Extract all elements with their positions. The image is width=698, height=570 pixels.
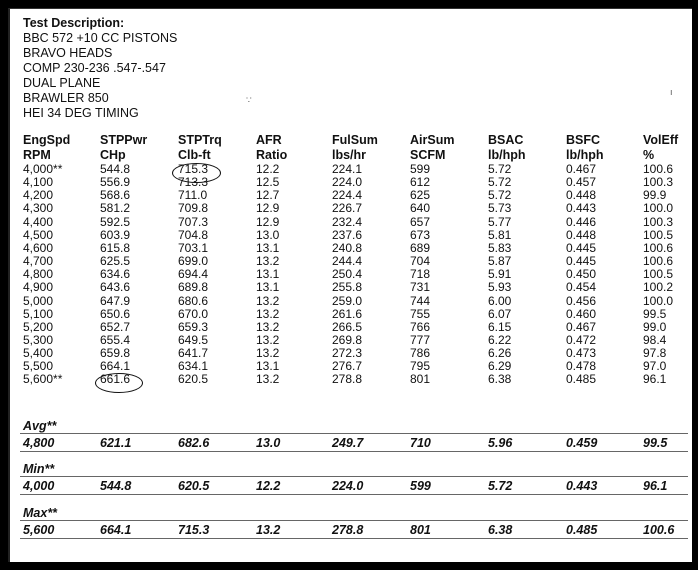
summary-cell: 682.6 [178, 436, 210, 450]
table-cell: 592.5 [100, 214, 131, 229]
table-cell: 0.467 [566, 162, 597, 176]
table-cell: 13.1 [256, 280, 280, 295]
table-cell: 625 [410, 188, 431, 203]
summary-cell: 100.6 [643, 523, 675, 537]
table-cell: 5.83 [488, 240, 512, 255]
summary-cell: 4,000 [23, 479, 55, 493]
summary-cell: 621.1 [100, 436, 132, 450]
table-cell: 661.6 [100, 372, 131, 387]
table-cell: 659.8 [100, 346, 131, 361]
summary-cell: 544.8 [100, 479, 132, 493]
table-cell: 13.2 [256, 306, 280, 321]
table-cell: 581.2 [100, 201, 131, 216]
table-cell: 664.1 [100, 359, 131, 374]
summary-cell: 224.0 [332, 479, 364, 493]
table-cell: 615.8 [100, 240, 131, 255]
column-header-unit: SCFM [410, 148, 446, 162]
column-header-name: AirSum [410, 133, 455, 147]
summary-cell: 4,800 [23, 436, 55, 450]
column-header [256, 133, 287, 163]
table-cell: 0.445 [566, 254, 597, 269]
table-cell: 278.8 [332, 372, 363, 387]
scan-speck: ∵ [246, 95, 252, 105]
table-cell: 544.8 [100, 162, 131, 176]
summary-cell: 620.5 [178, 479, 210, 493]
table-cell: 673 [410, 227, 431, 242]
description-line: HEI 34 DEG TIMING [23, 106, 139, 120]
table-cell: 261.6 [332, 306, 363, 321]
summary-cell: 599 [410, 479, 431, 493]
table-cell: 0.448 [566, 227, 597, 242]
summary-cell: 13.2 [256, 523, 281, 537]
table-cell: 5,400 [23, 346, 54, 361]
table-cell: 643.6 [100, 280, 131, 295]
table-cell: 731 [410, 280, 431, 295]
table-cell: 5,000 [23, 293, 54, 308]
description-line: DUAL PLANE [23, 76, 101, 90]
table-cell: 5,200 [23, 319, 54, 334]
table-cell: 100.6 [643, 240, 674, 255]
table-cell: 100.6 [643, 162, 674, 176]
table-cell: 713.3 [178, 175, 209, 190]
table-cell: 704.8 [178, 227, 209, 242]
table-cell: 5.72 [488, 175, 512, 190]
table-cell: 718 [410, 267, 431, 282]
table-cell: 6.15 [488, 319, 512, 334]
table-cell: 6.07 [488, 306, 512, 321]
column-header-unit: % [643, 148, 655, 162]
rule [20, 494, 688, 495]
table-cell: 795 [410, 359, 431, 374]
table-cell: 4,900 [23, 280, 54, 295]
column-header [643, 133, 678, 163]
table-cell: 0.454 [566, 280, 597, 295]
summary-cell: 710 [410, 436, 431, 450]
table-cell: 4,100 [23, 175, 54, 190]
summary-cell: 6.38 [488, 523, 513, 537]
column-header-unit: Ratio [256, 148, 288, 162]
table-cell: 0.472 [566, 332, 597, 347]
table-cell: 620.5 [178, 372, 209, 387]
column-header-name: EngSpd [23, 133, 71, 147]
table-cell: 556.9 [100, 175, 131, 190]
table-cell: 259.0 [332, 293, 363, 308]
column-header-name: FulSum [332, 133, 378, 147]
table-cell: 6.38 [488, 372, 512, 387]
table-cell: 5.72 [488, 188, 512, 203]
table-cell: 640 [410, 201, 431, 216]
table-cell: 707.3 [178, 214, 209, 229]
table-cell: 5,300 [23, 332, 54, 347]
table-cell: 0.467 [566, 319, 597, 334]
column-header [100, 133, 147, 163]
description-line: BBC 572 +10 CC PISTONS [23, 31, 178, 45]
column-header [410, 133, 454, 163]
summary-cell: 664.1 [100, 523, 132, 537]
table-cell: 5.91 [488, 267, 512, 282]
table-cell: 649.5 [178, 332, 209, 347]
table-cell: 0.460 [566, 306, 597, 321]
column-header [566, 133, 604, 163]
summary-cell: 278.8 [332, 523, 364, 537]
table-cell: 652.7 [100, 319, 131, 334]
table-cell: 4,400 [23, 214, 54, 229]
table-cell: 13.0 [256, 227, 280, 242]
table-cell: 689 [410, 240, 431, 255]
table-cell: 709.8 [178, 201, 209, 216]
table-cell: 744 [410, 293, 431, 308]
summary-cell: 715.3 [178, 523, 210, 537]
table-cell: 603.9 [100, 227, 131, 242]
table-cell: 568.6 [100, 188, 131, 203]
table-cell: 5.81 [488, 227, 512, 242]
table-cell: 599 [410, 162, 431, 176]
column-header-name: AFR [256, 133, 282, 147]
dyno-sheet [8, 8, 692, 562]
table-cell: 655.4 [100, 332, 131, 347]
table-cell: 766 [410, 319, 431, 334]
column-header-unit: CHp [100, 148, 126, 162]
table-cell: 224.0 [332, 175, 363, 190]
table-cell: 98.4 [643, 332, 667, 347]
table-cell: 244.4 [332, 254, 363, 269]
table-cell: 5.73 [488, 201, 512, 216]
table-cell: 641.7 [178, 346, 209, 361]
table-cell: 99.9 [643, 188, 667, 203]
column-header [332, 133, 378, 163]
column-header-unit: Clb-ft [178, 148, 211, 162]
table-cell: 659.3 [178, 319, 209, 334]
summary-cell: 99.5 [643, 436, 668, 450]
table-cell: 13.2 [256, 254, 280, 269]
table-cell: 5.93 [488, 280, 512, 295]
table-cell: 5,500 [23, 359, 54, 374]
summary-label: Max** [23, 506, 58, 520]
summary-cell: 5.72 [488, 479, 513, 493]
table-cell: 4,800 [23, 267, 54, 282]
description-line: COMP 230-236 .547-.547 [23, 61, 166, 75]
column-header-unit: lb/hph [566, 148, 604, 162]
table-cell: 5.87 [488, 254, 512, 269]
column-header-name: STPPwr [100, 133, 148, 147]
table-cell: 5.77 [488, 214, 512, 229]
summary-cell: 13.0 [256, 436, 281, 450]
scan-speck: ı [670, 87, 673, 97]
table-cell: 0.478 [566, 359, 597, 374]
summary-label: Avg** [23, 419, 57, 433]
description-heading: Test Description: [23, 16, 125, 30]
summary-label: Min** [23, 462, 55, 476]
table-cell: 12.9 [256, 201, 280, 216]
column-header [23, 133, 70, 163]
table-cell: 237.6 [332, 227, 363, 242]
rule [20, 451, 688, 452]
table-cell: 680.6 [178, 293, 209, 308]
table-cell: 13.1 [256, 267, 280, 282]
table-cell: 99.0 [643, 319, 667, 334]
table-cell: 0.456 [566, 293, 597, 308]
table-cell: 96.1 [643, 372, 667, 387]
summary-cell: 801 [410, 523, 431, 537]
table-cell: 12.9 [256, 214, 280, 229]
table-cell: 13.1 [256, 359, 280, 374]
table-cell: 276.7 [332, 359, 363, 374]
table-cell: 13.1 [256, 240, 280, 255]
table-cell: 13.2 [256, 346, 280, 361]
table-cell: 4,600 [23, 240, 54, 255]
table-cell: 232.4 [332, 214, 363, 229]
table-cell: 5,600** [23, 372, 63, 387]
table-cell: 4,700 [23, 254, 54, 269]
table-cell: 13.2 [256, 319, 280, 334]
table-cell: 13.2 [256, 332, 280, 347]
table-cell: 100.5 [643, 227, 674, 242]
table-cell: 100.3 [643, 175, 674, 190]
table-cell: 4,300 [23, 201, 54, 216]
table-cell: 704 [410, 254, 431, 269]
table-cell: 99.5 [643, 306, 667, 321]
table-cell: 6.00 [488, 293, 512, 308]
table-cell: 647.9 [100, 293, 131, 308]
table-cell: 100.2 [643, 280, 674, 295]
table-cell: 6.29 [488, 359, 512, 374]
column-header-name: STPTrq [178, 133, 222, 147]
table-cell: 12.2 [256, 162, 280, 176]
table-cell: 97.0 [643, 359, 667, 374]
table-cell: 0.448 [566, 188, 597, 203]
table-cell: 715.3 [178, 162, 209, 176]
description-line: BRAVO HEADS [23, 46, 113, 60]
table-cell: 657 [410, 214, 431, 229]
summary-cell: 12.2 [256, 479, 281, 493]
table-cell: 224.1 [332, 162, 363, 176]
table-cell: 755 [410, 306, 431, 321]
summary-cell: 5.96 [488, 436, 513, 450]
table-cell: 777 [410, 332, 431, 347]
column-header-unit: lb/hph [488, 148, 526, 162]
table-cell: 0.473 [566, 346, 597, 361]
column-header-unit: lbs/hr [332, 148, 367, 162]
summary-cell: 5,600 [23, 523, 55, 537]
table-cell: 226.7 [332, 201, 363, 216]
column-header [178, 133, 222, 163]
rule [20, 520, 688, 521]
table-cell: 634.1 [178, 359, 209, 374]
table-cell: 100.5 [643, 267, 674, 282]
table-cell: 650.6 [100, 306, 131, 321]
table-cell: 694.4 [178, 267, 209, 282]
table-cell: 6.26 [488, 346, 512, 361]
table-cell: 711.0 [178, 188, 208, 203]
column-header-name: BSAC [488, 133, 524, 147]
table-cell: 689.8 [178, 280, 209, 295]
table-cell: 100.3 [643, 214, 674, 229]
table-cell: 703.1 [178, 240, 209, 255]
table-cell: 266.5 [332, 319, 363, 334]
rule [20, 538, 688, 539]
table-cell: 670.0 [178, 306, 209, 321]
table-cell: 612 [410, 175, 431, 190]
rule [20, 476, 688, 477]
table-cell: 634.6 [100, 267, 131, 282]
column-header-unit: RPM [23, 148, 51, 162]
column-header-name: VolEff [643, 133, 679, 147]
summary-cell: 249.7 [332, 436, 364, 450]
table-cell: 12.5 [256, 175, 280, 190]
table-cell: 786 [410, 346, 431, 361]
table-cell: 250.4 [332, 267, 363, 282]
table-cell: 0.446 [566, 214, 597, 229]
table-cell: 100.0 [643, 293, 674, 308]
column-header [488, 133, 526, 163]
test-description [23, 16, 177, 121]
table-cell: 13.2 [256, 293, 280, 308]
table-cell: 625.5 [100, 254, 131, 269]
table-cell: 0.457 [566, 175, 597, 190]
table-cell: 240.8 [332, 240, 363, 255]
table-cell: 0.443 [566, 201, 597, 216]
summary-cell: 0.459 [566, 436, 598, 450]
table-cell: 12.7 [256, 188, 280, 203]
table-cell: 4,200 [23, 188, 54, 203]
table-cell: 5,100 [23, 306, 54, 321]
rule [20, 433, 688, 434]
table-cell: 4,500 [23, 227, 54, 242]
summary-cell: 0.443 [566, 479, 598, 493]
table-cell: 4,000** [23, 162, 63, 176]
table-cell: 272.3 [332, 346, 363, 361]
peak-power-circle [95, 373, 143, 393]
table-cell: 97.8 [643, 346, 667, 361]
table-cell: 0.445 [566, 240, 597, 255]
table-cell: 801 [410, 372, 431, 387]
table-cell: 699.0 [178, 254, 209, 269]
summary-cell: 0.485 [566, 523, 598, 537]
description-line: BRAWLER 850 [23, 91, 109, 105]
table-cell: 0.485 [566, 372, 597, 387]
table-cell: 224.4 [332, 188, 363, 203]
peak-torque-circle [172, 163, 221, 183]
table-cell: 5.72 [488, 162, 512, 176]
table-cell: 100.6 [643, 254, 674, 269]
table-cell: 0.450 [566, 267, 597, 282]
table-cell: 6.22 [488, 332, 512, 347]
summary-cell: 96.1 [643, 479, 668, 493]
table-cell: 100.0 [643, 201, 674, 216]
table-cell: 255.8 [332, 280, 363, 295]
column-header-name: BSFC [566, 133, 601, 147]
table-cell: 13.2 [256, 372, 280, 387]
table-cell: 269.8 [332, 332, 363, 347]
